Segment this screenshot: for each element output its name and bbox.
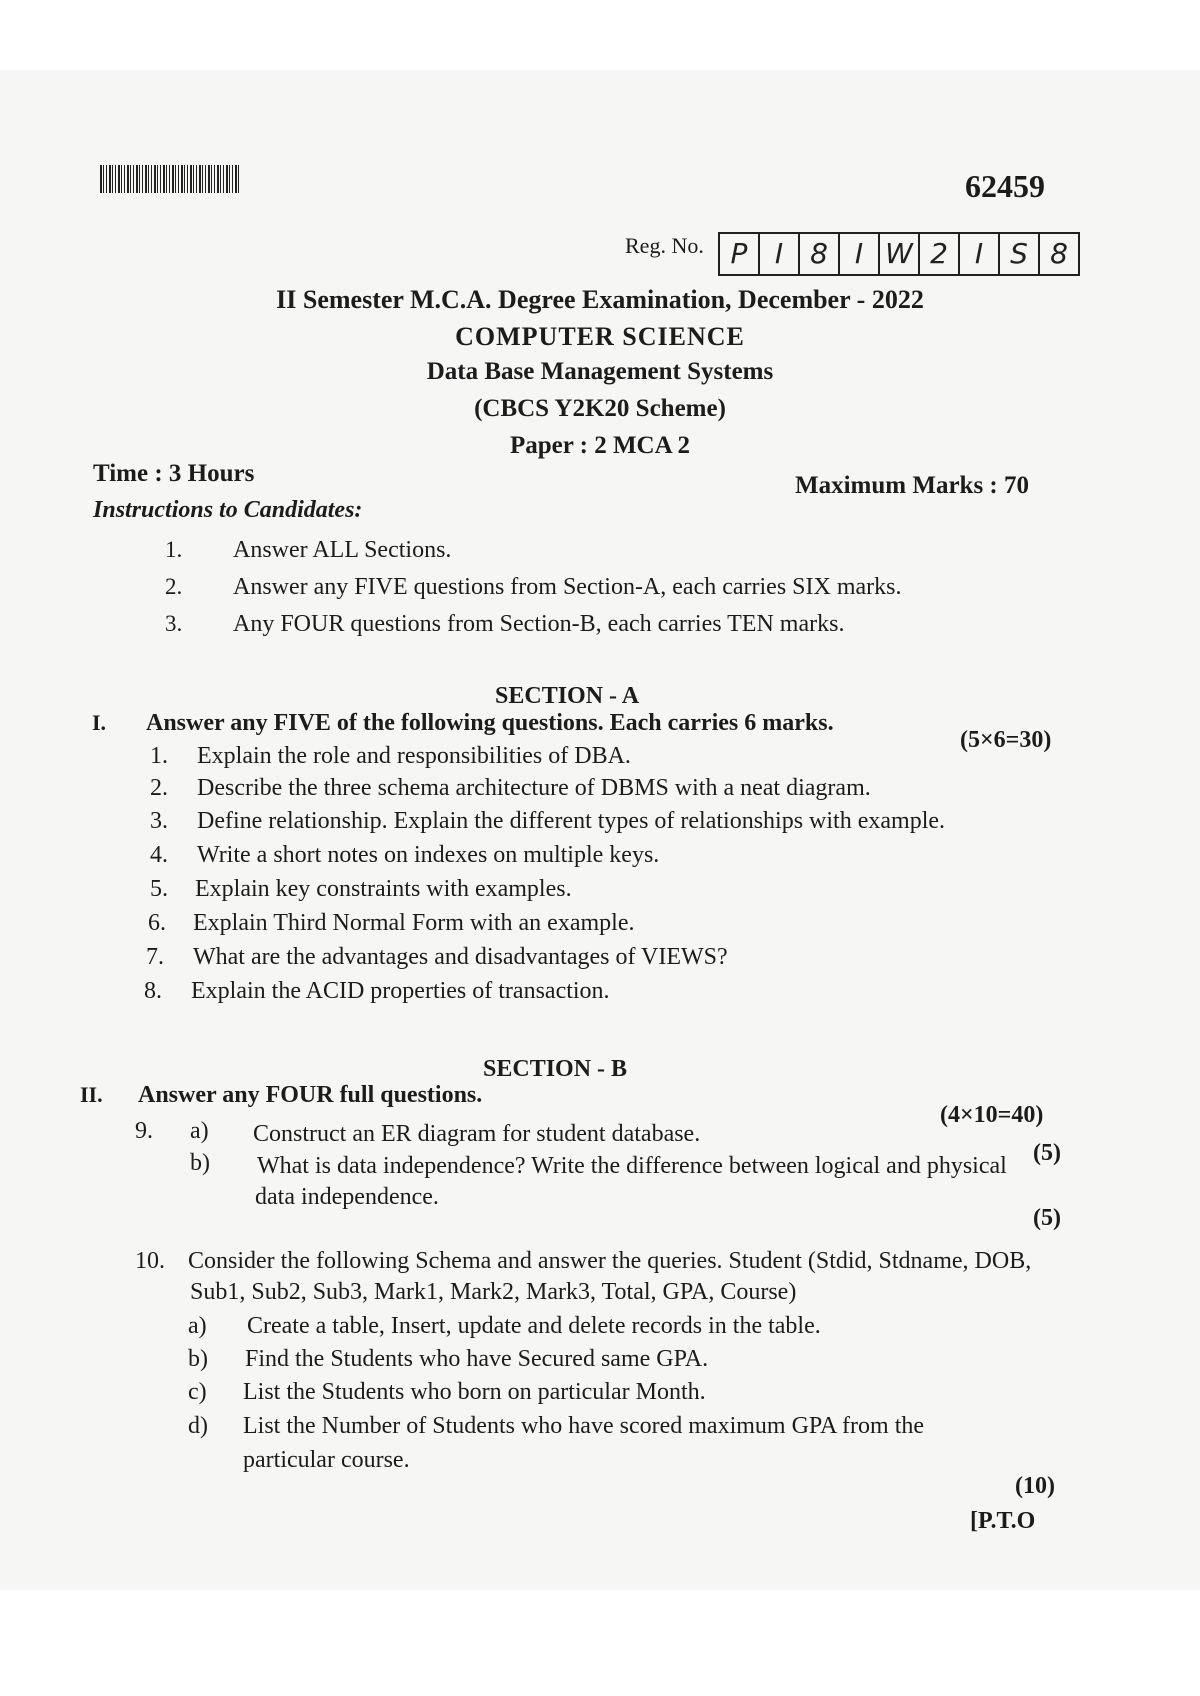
question-marks: (10)	[1015, 1473, 1055, 1499]
question-text-continued: Sub1, Sub2, Sub3, Mark1, Mark2, Mark3, Total, GPA, Course)	[190, 1279, 797, 1305]
subject-title: COMPUTER SCIENCE	[455, 322, 745, 351]
question-number: 1.	[150, 743, 168, 769]
part-marks: (5)	[1033, 1205, 1061, 1231]
section-b-roman: II.	[80, 1082, 103, 1107]
question-text: Construct an ER diagram for student database.	[253, 1121, 701, 1147]
question-number: 7.	[146, 944, 164, 970]
question-text: What is data independence? Write the difference between logical and physical	[257, 1153, 1007, 1179]
section-a-roman: I.	[92, 710, 107, 735]
reg-no-char: S	[1000, 234, 1040, 274]
part-label: a)	[188, 1313, 207, 1339]
reg-no-char: 8	[1050, 237, 1068, 270]
reg-no-char: 8	[800, 234, 840, 274]
paper-title: Paper : 2 MCA 2	[509, 432, 691, 459]
part-label: b)	[188, 1346, 208, 1372]
question-number: 9.	[135, 1118, 153, 1144]
section-b-title: SECTION - B	[483, 1056, 628, 1082]
question-number: 4.	[150, 842, 168, 868]
instruction-text: Any FOUR questions from Section-B, each carries TEN marks.	[233, 611, 845, 637]
question-text: Explain the role and responsibilities of DBA.	[197, 743, 631, 769]
instruction-text: Answer any FIVE questions from Section-A, each carries SIX marks.	[233, 574, 902, 600]
question-text: List the Students who born on particular Month.	[243, 1379, 706, 1405]
section-a-marks: (5×6=30)	[960, 727, 1052, 753]
question-text: Explain Third Normal Form with an example.	[193, 910, 635, 936]
question-number: 2.	[150, 775, 168, 801]
question-text: Consider the following Schema and answer the queries. Student (Stdid, Stdname, DOB,	[188, 1248, 1032, 1274]
part-label: a)	[190, 1118, 209, 1144]
question-number: 3.	[150, 808, 168, 834]
reg-no-char: I	[760, 234, 800, 274]
section-b-prompt: Answer any FOUR full questions.	[138, 1082, 483, 1108]
reg-no-char: W	[880, 234, 920, 274]
question-text: Define relationship. Explain the different types of relationships with example.	[197, 808, 946, 834]
reg-no-label: Reg. No.	[625, 233, 704, 258]
section-a-prompt: Answer any FIVE of the following questions. Each carries 6 marks.	[146, 710, 834, 736]
reg-no-boxes	[718, 232, 1080, 276]
question-text: Find the Students who have Secured same GPA.	[245, 1346, 709, 1372]
exam-title: II Semester M.C.A. Degree Examination, December - 2022	[276, 285, 924, 314]
instruction-number: 3.	[165, 611, 183, 636]
question-text: Describe the three schema architecture of DBMS with a neat diagram.	[197, 775, 871, 801]
question-text: Explain the ACID properties of transaction.	[191, 978, 610, 1004]
time-allowed: Time : 3 Hours	[93, 460, 255, 487]
reg-no-char: I	[960, 234, 1000, 274]
reg-no-char: 2	[920, 234, 960, 274]
course-title: Data Base Management Systems	[426, 358, 774, 385]
question-text: Write a short notes on indexes on multiple keys.	[197, 842, 660, 868]
maximum-marks: Maximum Marks : 70	[795, 472, 1029, 499]
part-label: d)	[188, 1413, 208, 1439]
question-text: Explain key constraints with examples.	[195, 876, 572, 902]
question-text-continued: data independence.	[255, 1184, 439, 1210]
section-b-marks: (4×10=40)	[940, 1102, 1044, 1128]
part-marks: (5)	[1033, 1140, 1061, 1166]
instructions-heading: Instructions to Candidates:	[93, 497, 363, 523]
instruction-number: 1.	[165, 537, 183, 562]
question-text-continued: particular course.	[243, 1447, 410, 1473]
part-label: c)	[188, 1379, 207, 1405]
paper-code: 62459	[965, 168, 1045, 204]
question-number: 8.	[144, 978, 162, 1004]
section-a-title: SECTION - A	[495, 683, 640, 709]
reg-no-char: P	[720, 234, 760, 274]
question-number: 10.	[135, 1248, 165, 1274]
question-text: Create a table, Insert, update and delete records in the table.	[247, 1313, 821, 1339]
question-number: 5.	[150, 876, 168, 902]
please-turn-over: [P.T.O	[970, 1508, 1036, 1534]
question-text: List the Number of Students who have scored maximum GPA from the	[243, 1413, 925, 1439]
part-label: b)	[190, 1150, 210, 1176]
instruction-text: Answer ALL Sections.	[233, 537, 452, 563]
instruction-number: 2.	[165, 574, 183, 599]
question-number: 6.	[148, 910, 166, 936]
question-text: What are the advantages and disadvantages of VIEWS?	[193, 944, 728, 970]
barcode-icon	[100, 165, 240, 193]
reg-no-char: I	[840, 234, 880, 274]
scheme-title: (CBCS Y2K20 Scheme)	[474, 395, 726, 422]
